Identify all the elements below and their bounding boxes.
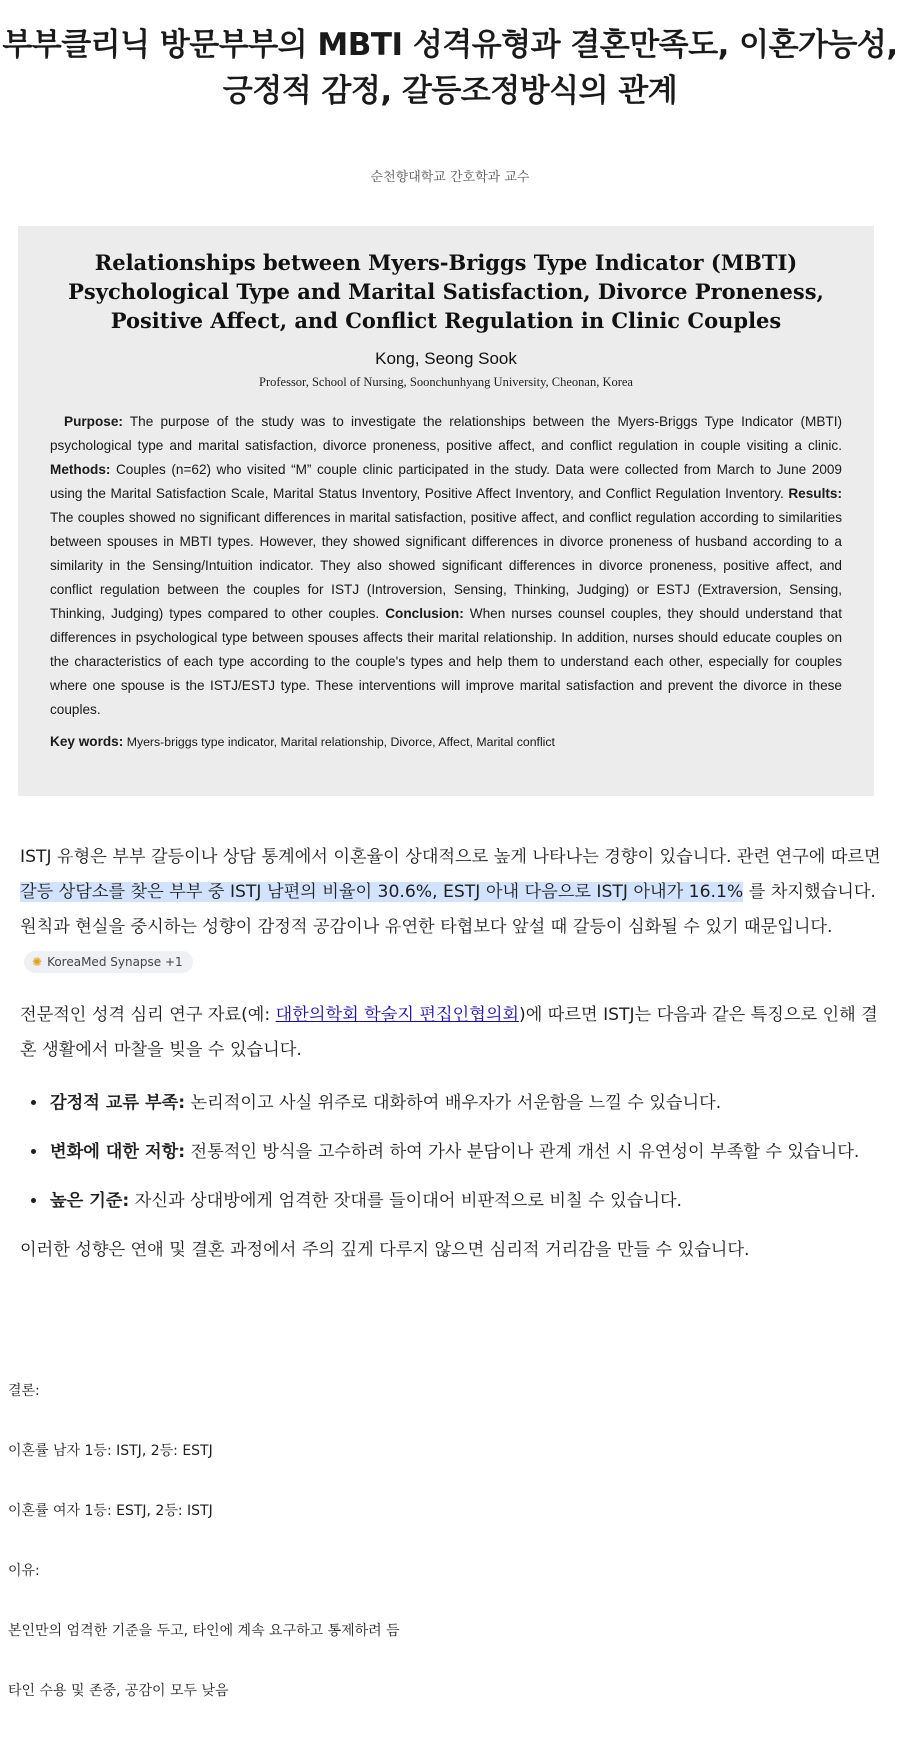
- reason-line-1: 본인만의 엄격한 기준을 두고, 타인에 계속 요구하고 통제하려 듬: [8, 1623, 400, 1639]
- keywords: [50, 734, 842, 749]
- list-item: [48, 1135, 890, 1170]
- trait-list: [20, 1086, 890, 1219]
- p2-text-after: )에 따르면 ISTJ는 다음과 같은 특징으로 인해 결혼 생활에서 마찰을 빚을 수 있습니다.: [20, 1005, 878, 1060]
- reason-line-2: 타인 수용 및 존중, 공감이 모두 낮음: [8, 1683, 229, 1699]
- methods-label: Methods:: [50, 462, 111, 477]
- keywords-label: Key words:: [50, 734, 124, 749]
- highlighted-statistic: 갈등 상담소를 찾은 부부 중 ISTJ 남편의 비율이 30.6%, ESTJ 아내 다음으로 ISTJ 아내가 16.1%: [20, 882, 744, 902]
- female-divorce-rank: 이혼률 여자 1등: ESTJ, 2등: ISTJ: [8, 1503, 213, 1519]
- conclusion-section: [8, 1380, 888, 1740]
- list-item: [48, 1184, 890, 1219]
- sparkle-icon: ✺: [32, 955, 43, 969]
- bullet-text: 전통적인 방식을 고수하려 하여 가사 분담이나 관계 개선 시 유연성이 부족할 수 있습니다.: [185, 1142, 860, 1162]
- korean-title-line-1: 부부클리닉 방문부부의 MBTI 성격유형과 결혼만족도, 이혼가능성,: [2, 27, 898, 63]
- author-name: Kong, Seong Sook: [375, 349, 517, 368]
- source-chip[interactable]: [24, 951, 193, 973]
- english-paper-title: Relationships between Myers-Briggs Type Indicator (MBTI) Psychological Type and Marital Satisfaction, Divorce Proneness, Positive Affect, and Conflict Regulation in Clinic Couples: [68, 250, 824, 333]
- conclusion-text: When nurses counsel couples, they should understand that differences in psychological type between spouses affects their marital relationship. In addition, nurses should educate couples on the characteristics of each type according to the couple's types and help them to understand each other, especially for couples where one spouse is the ISTJ/ESTJ type. These interventions will improve marital satisfaction and prevent the divorce in these couples.: [50, 606, 842, 717]
- answer-body: [20, 840, 890, 1286]
- p2-text-before: 전문적인 성격 심리 연구 자료(예:: [20, 1005, 276, 1025]
- abstract-body: [50, 410, 842, 722]
- korean-affiliation: 순천향대학교 간호학과 교수: [370, 170, 530, 185]
- conclusion-heading: 결론:: [8, 1383, 40, 1399]
- paragraph-istj-traits: [20, 998, 890, 1068]
- p1-text-after: 를 차지했습니다. 원칙과 현실을 중시하는 성향이 감정적 공감이나 유연한 타협보다 앞설 때 갈등이 심화될 수 있기 때문입니다.: [20, 882, 876, 937]
- results-text: The couples showed no significant differences in marital satisfaction, positive affect, and conflict regulation according to similarities between spouses in MBTI types. However, they showed significant differences in divorce proneness of husband according to a similarity in the Sensing/Intuition indicator. They also showed significant differences in divorce proneness, positive affect, and conflict regulation between the couples for ISTJ (Introversion, Sensing, Thinking, Judging) or ESTJ (Extraversion, Sensing, Thinking, Judging) types compared to other couples.: [50, 510, 842, 621]
- list-item: [48, 1086, 890, 1121]
- purpose-label: Purpose:: [64, 414, 123, 429]
- abstract-box: [18, 226, 874, 796]
- reason-heading: 이유:: [8, 1563, 40, 1579]
- results-label: Results:: [788, 486, 842, 501]
- bullet-label: 감정적 교류 부족:: [50, 1093, 186, 1113]
- paragraph-summary: 이러한 성향은 연애 및 결혼 과정에서 주의 깊게 다루지 않으면 심리적 거리감을 만들 수 있습니다.: [20, 1240, 750, 1260]
- p1-text-before: ISTJ 유형은 부부 갈등이나 상담 통계에서 이혼율이 상대적으로 높게 나타나는 경향이 있습니다. 관련 연구에 따르면: [20, 847, 881, 867]
- source-chip-label: KoreaMed Synapse +1: [47, 955, 183, 969]
- bullet-text: 자신과 상대방에게 엄격한 잣대를 들이대어 비판적으로 비칠 수 있습니다.: [129, 1191, 683, 1211]
- bullet-label: 변화에 대한 저항:: [50, 1142, 186, 1162]
- keywords-text: Myers-briggs type indicator, Marital relationship, Divorce, Affect, Marital conflict: [123, 735, 555, 749]
- male-divorce-rank: 이혼률 남자 1등: ISTJ, 2등: ESTJ: [8, 1443, 213, 1459]
- conclusion-label: Conclusion:: [385, 606, 464, 621]
- korean-paper-title: [0, 22, 900, 114]
- purpose-text: The purpose of the study was to investigate the relationships between the Myers-Briggs Type Indicator (MBTI) psychological type and marital satisfaction, divorce proneness, positive affect, and conflict regulation in couple visiting a clinic.: [50, 414, 842, 453]
- bullet-text: 논리적이고 사실 위주로 대화하여 배우자가 서운함을 느낄 수 있습니다.: [185, 1093, 722, 1113]
- source-link[interactable]: 대한의학회 학술지 편집인협의회: [275, 1005, 520, 1025]
- paragraph-istj-divorce: [20, 840, 890, 980]
- korean-title-line-2: 긍정적 감정, 갈등조정방식의 관계: [222, 73, 678, 109]
- bullet-label: 높은 기준:: [50, 1191, 130, 1211]
- author-affiliation: Professor, School of Nursing, Soonchunhyang University, Cheonan, Korea: [259, 375, 633, 389]
- methods-text: Couples (n=62) who visited “M” couple clinic participated in the study. Data were collected from March to June 2009 using the Marital Satisfaction Scale, Marital Status Inventory, Positive Affect Inventory, and Conflict Regulation Inventory.: [50, 462, 842, 501]
